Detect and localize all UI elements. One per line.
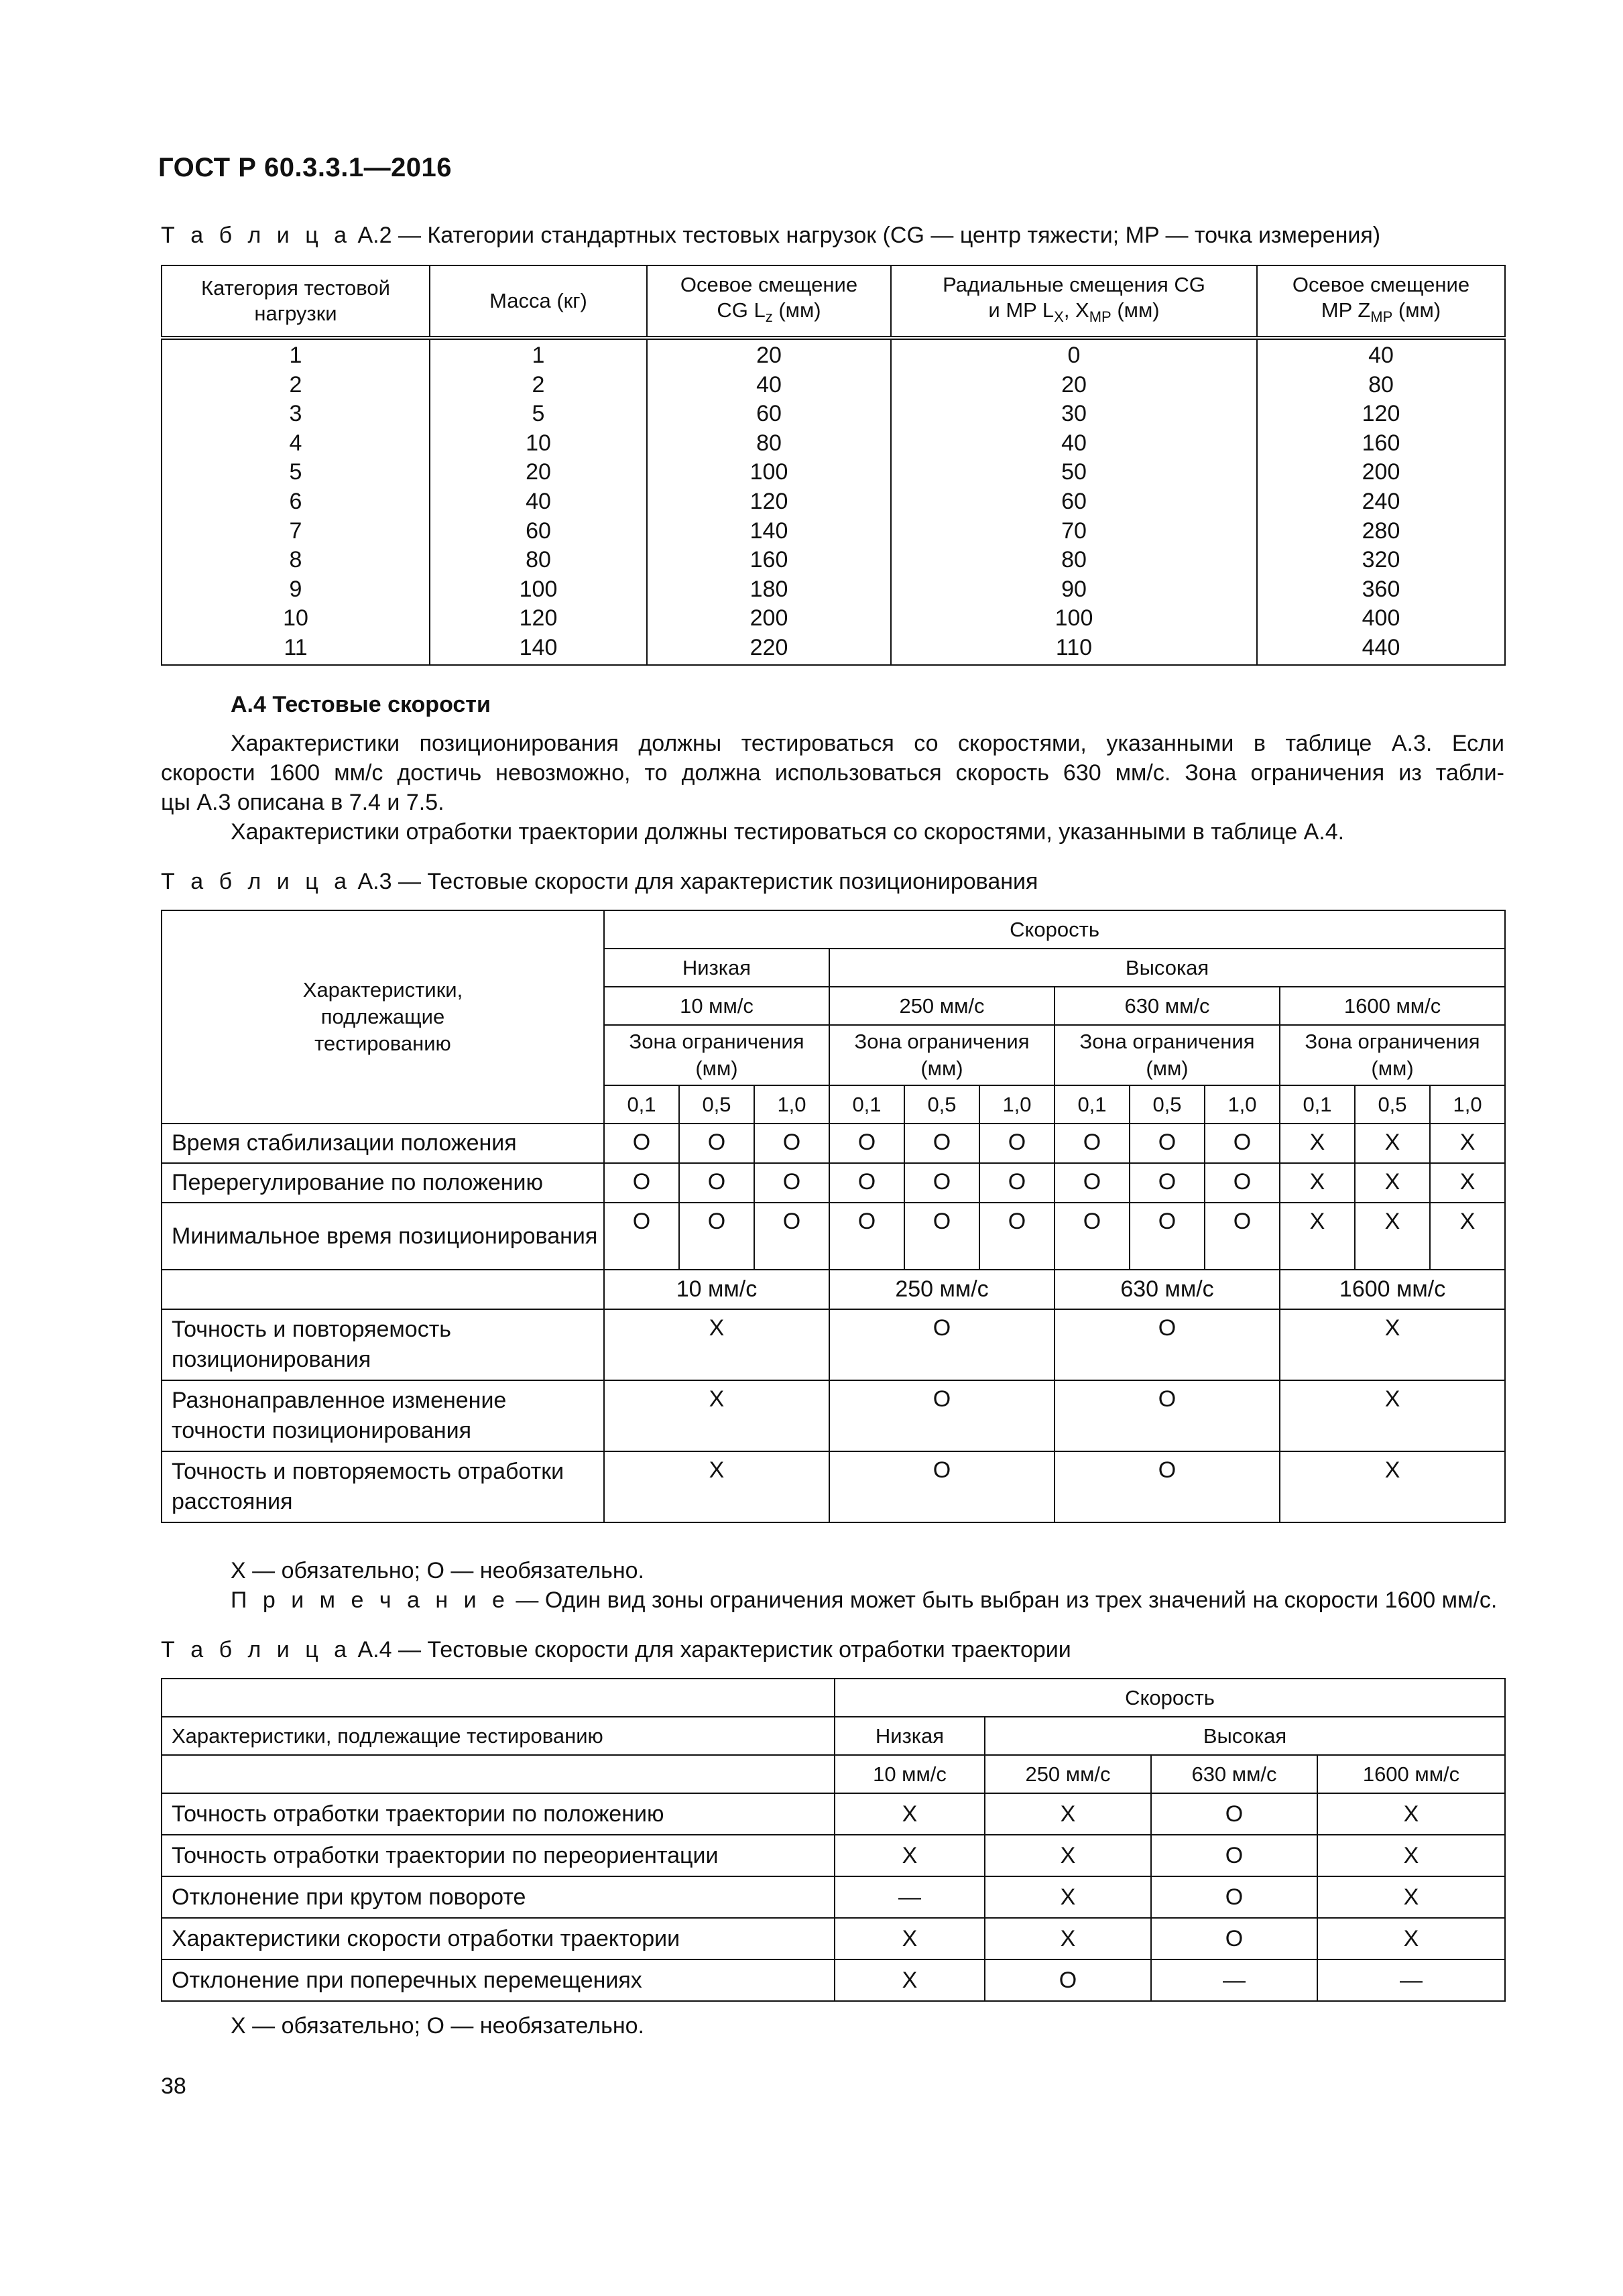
- table-cell: O: [1151, 1793, 1317, 1835]
- subscript: X: [1054, 308, 1064, 326]
- header-text: , X: [1063, 298, 1089, 322]
- table-cell: 40: [526, 488, 551, 514]
- paragraph-line: Характеристики отработки траектории должны тестироваться со скоростями, указанными в таблице А.4.: [231, 819, 1345, 845]
- table-cell: 100: [519, 576, 558, 602]
- table-cell: —: [1317, 1959, 1505, 2001]
- table-cell: X: [835, 1918, 985, 1959]
- zone-value: 0,1: [1280, 1085, 1355, 1124]
- table-cell: O: [1151, 1876, 1317, 1918]
- row-label: Время стабилизации положения: [162, 1124, 604, 1163]
- table-cell: 5: [289, 459, 302, 485]
- table-cell: X: [1280, 1163, 1355, 1203]
- table-cell: 80: [756, 430, 782, 456]
- table-cell: X: [835, 1793, 985, 1835]
- table-cell: X: [985, 1835, 1151, 1876]
- subscript: MP: [1089, 308, 1111, 326]
- table-a2-caption: [161, 223, 1380, 249]
- table-cell: X: [985, 1918, 1151, 1959]
- table-cell: O: [754, 1163, 829, 1203]
- table-cell: 60: [756, 401, 782, 427]
- table-cell: 110: [1055, 634, 1093, 660]
- row-label: Отклонение при поперечных перемещениях: [162, 1959, 835, 2001]
- table-cell: 8: [289, 547, 302, 573]
- table-cell: X: [604, 1451, 829, 1522]
- column-values: [647, 338, 891, 665]
- table-cell: X: [1317, 1876, 1505, 1918]
- table-a4-legend: X — обязательно; O — необязательно.: [231, 2013, 644, 2039]
- caption-text: А.4 — Тестовые скорости для характеристик отработки траектории: [351, 1637, 1071, 1663]
- table-cell: 60: [526, 518, 551, 544]
- table-cell: 0: [1067, 343, 1081, 368]
- table-cell: X: [1430, 1124, 1505, 1163]
- table-cell: 160: [1362, 430, 1400, 456]
- table-row: [162, 1835, 1505, 1876]
- table-a3-body-coarse: [162, 1309, 1505, 1522]
- caption-prefix: Т а б л и ц а: [161, 869, 352, 894]
- table-cell: 5: [532, 401, 545, 427]
- table-cell: 90: [1061, 576, 1087, 602]
- row-label: Точность отработки траектории по положению: [162, 1793, 835, 1835]
- zone-value: 1,0: [754, 1085, 829, 1124]
- speed-header: Скорость: [835, 1679, 1505, 1717]
- table-cell: —: [1151, 1959, 1317, 2001]
- table-row: [162, 1163, 1505, 1203]
- column-values: [1257, 338, 1505, 665]
- table-cell: O: [1151, 1835, 1317, 1876]
- document-header: ГОСТ Р 60.3.3.1—2016: [158, 153, 453, 182]
- table-cell: 2: [532, 371, 545, 398]
- header-text: MP Z: [1321, 298, 1371, 322]
- table-cell: O: [829, 1124, 904, 1163]
- zone-value: 0,1: [604, 1085, 679, 1124]
- table-cell: X: [1355, 1203, 1430, 1270]
- high-speed-header: Высокая: [985, 1717, 1505, 1755]
- table-cell: 40: [1368, 343, 1394, 368]
- zone-value: 1,0: [979, 1085, 1055, 1124]
- table-cell: O: [829, 1451, 1055, 1522]
- table-row: [162, 1876, 1505, 1918]
- table-row: [162, 1309, 1505, 1380]
- table-cell: 6: [289, 488, 302, 514]
- speed-630: 630 мм/с: [1055, 1270, 1280, 1309]
- header-axial-offset-mp: [1257, 265, 1505, 338]
- zone-header: Зона ограничения (мм): [1280, 1025, 1505, 1085]
- table-cell: O: [904, 1203, 979, 1270]
- table-cell: O: [1055, 1451, 1280, 1522]
- table-cell: O: [1205, 1124, 1280, 1163]
- table-cell: O: [604, 1124, 679, 1163]
- table-cell: 7: [289, 518, 302, 544]
- table-cell: O: [679, 1203, 754, 1270]
- table-cell: X: [1280, 1309, 1505, 1380]
- table-cell: X: [1317, 1835, 1505, 1876]
- header-load-category: Категория тестовой нагрузки: [162, 265, 430, 338]
- table-cell: O: [829, 1203, 904, 1270]
- header-text: Осевое смещение: [680, 272, 858, 296]
- table-cell: O: [1055, 1380, 1280, 1451]
- speed-10: 10 мм/с: [604, 1270, 829, 1309]
- table-row: [162, 1793, 1505, 1835]
- speed-header: Скорость: [604, 910, 1505, 949]
- caption-prefix: Т а б л и ц а: [161, 1637, 352, 1663]
- table-cell: 2: [289, 371, 302, 398]
- table-cell: 120: [519, 605, 558, 631]
- header-text: (мм): [772, 298, 821, 322]
- column-values: [430, 338, 647, 665]
- row-label: Отклонение при крутом повороте: [162, 1876, 835, 1918]
- table-cell: X: [835, 1835, 985, 1876]
- table-cell: X: [1430, 1163, 1505, 1203]
- table-row: [162, 1380, 1505, 1451]
- table-cell: 400: [1362, 605, 1400, 631]
- table-cell: O: [754, 1203, 829, 1270]
- table-cell: 320: [1362, 547, 1400, 573]
- table-cell: X: [1280, 1203, 1355, 1270]
- zone-value: 0,1: [829, 1085, 904, 1124]
- table-cell: O: [754, 1124, 829, 1163]
- table-cell: O: [1205, 1203, 1280, 1270]
- table-row: [162, 1959, 1505, 2001]
- table-a3-body-fine: [162, 1124, 1505, 1270]
- characteristics-header: Характеристики, подлежащие тестированию: [162, 1717, 835, 1755]
- speed-630: 630 мм/с: [1151, 1755, 1317, 1793]
- caption-prefix: Т а б л и ц а: [161, 223, 352, 248]
- section-paragraph: [161, 729, 1504, 847]
- table-cell: O: [829, 1309, 1055, 1380]
- table-cell: 180: [749, 576, 788, 602]
- table-cell: 10: [283, 605, 308, 631]
- table-cell: —: [835, 1876, 985, 1918]
- header-text: Осевое смещение: [1292, 272, 1470, 296]
- table-cell: O: [1130, 1124, 1205, 1163]
- speed-10: 10 мм/с: [604, 987, 829, 1025]
- caption-text: А.2 — Категории стандартных тестовых нагрузок (CG — центр тяжести; MP — точка измерения): [351, 223, 1381, 248]
- table-cell: O: [679, 1163, 754, 1203]
- header-radial-offsets: [891, 265, 1257, 338]
- page-number: 38: [161, 2073, 186, 2099]
- table-cell: O: [829, 1163, 904, 1203]
- table-cell: 160: [749, 547, 788, 573]
- table-cell: O: [604, 1163, 679, 1203]
- zone-header: Зона ограничения (мм): [829, 1025, 1055, 1085]
- zone-value: 0,5: [679, 1085, 754, 1124]
- zone-value: 0,5: [1130, 1085, 1205, 1124]
- table-cell: 20: [756, 343, 782, 368]
- table-cell: O: [1055, 1203, 1130, 1270]
- table-cell: X: [985, 1876, 1151, 1918]
- row-label: Характеристики скорости отработки траектории: [162, 1918, 835, 1959]
- table-cell: O: [1055, 1124, 1130, 1163]
- note-text: — Один вид зоны ограничения может быть выбран из трех значений на скорости 1600 мм/с.: [509, 1587, 1498, 1613]
- table-row: [162, 1203, 1505, 1270]
- row-label: Точность отработки траектории по переориентации: [162, 1835, 835, 1876]
- note-prefix: П р и м е ч а н и е: [231, 1587, 509, 1613]
- table-cell: 240: [1362, 488, 1400, 514]
- table-cell: 80: [1061, 547, 1087, 573]
- table-cell: O: [979, 1203, 1055, 1270]
- table-cell: O: [904, 1163, 979, 1203]
- table-cell: 1: [289, 343, 302, 368]
- paragraph-line: Характеристики позиционирования должны тестироваться со скоростями, указанными в таблице А.3. Если: [231, 731, 1504, 756]
- table-cell: O: [604, 1203, 679, 1270]
- header-text: и MP L: [988, 298, 1055, 322]
- speed-250: 250 мм/с: [985, 1755, 1151, 1793]
- table-cell: 50: [1061, 459, 1087, 485]
- speed-250: 250 мм/с: [829, 987, 1055, 1025]
- table-cell: X: [985, 1793, 1151, 1835]
- table-cell: X: [1355, 1124, 1430, 1163]
- characteristics-header: Характеристики, подлежащие тестированию: [162, 910, 604, 1124]
- table-cell: O: [979, 1124, 1055, 1163]
- table-row: [162, 1918, 1505, 1959]
- table-cell: O: [985, 1959, 1151, 2001]
- table-cell: 1: [532, 343, 545, 368]
- caption-text: А.3 — Тестовые скорости для характеристик позиционирования: [351, 869, 1038, 894]
- zone-value: 1,0: [1205, 1085, 1280, 1124]
- table-row: [162, 1451, 1505, 1522]
- table-cell: 140: [519, 634, 558, 660]
- speed-630: 630 мм/с: [1055, 987, 1280, 1025]
- paragraph-line: цы А.3 описана в 7.4 и 7.5.: [161, 790, 444, 815]
- table-cell: O: [1130, 1163, 1205, 1203]
- header-mass: Масса (кг): [430, 265, 647, 338]
- table-cell: X: [1355, 1163, 1430, 1203]
- table-a4-body: [162, 1793, 1505, 2001]
- table-cell: X: [835, 1959, 985, 2001]
- table-cell: X: [1430, 1203, 1505, 1270]
- table-cell: 120: [749, 488, 788, 514]
- table-cell: O: [979, 1163, 1055, 1203]
- table-cell: O: [1151, 1918, 1317, 1959]
- table-cell: 40: [756, 371, 782, 398]
- table-cell: O: [1055, 1163, 1130, 1203]
- zone-header: Зона ограничения (мм): [1055, 1025, 1280, 1085]
- high-speed-header: Высокая: [829, 949, 1505, 987]
- zone-value: 0,5: [1355, 1085, 1430, 1124]
- low-speed-header: Низкая: [835, 1717, 985, 1755]
- table-a2: [161, 265, 1506, 666]
- table-a3-caption: [161, 869, 1038, 895]
- table-a4: [161, 1678, 1506, 2002]
- table-a3-legend: X — обязательно; O — необязательно.: [231, 1558, 644, 1583]
- table-cell: 100: [1055, 605, 1093, 631]
- table-cell: X: [604, 1309, 829, 1380]
- table-cell: X: [1280, 1380, 1505, 1451]
- speed-10: 10 мм/с: [835, 1755, 985, 1793]
- speed-250: 250 мм/с: [829, 1270, 1055, 1309]
- empty-cell: [162, 1755, 835, 1793]
- header-text: CG L: [717, 298, 766, 322]
- zone-header: Зона ограничения (мм): [604, 1025, 829, 1085]
- header-text: Радиальные смещения CG: [943, 272, 1205, 296]
- table-cell: 80: [1368, 371, 1394, 398]
- row-label: Минимальное время позиционирования: [162, 1203, 604, 1270]
- row-label: Разнонаправленное изменение точности позиционирования: [162, 1380, 604, 1451]
- table-cell: 100: [749, 459, 788, 485]
- table-cell: 10: [526, 430, 551, 456]
- subscript: z: [765, 308, 773, 326]
- table-cell: 70: [1061, 518, 1087, 544]
- table-cell: X: [1317, 1793, 1505, 1835]
- paragraph-line: скорости 1600 мм/с достичь невозможно, то должна использоваться скорость 630 мм/с. Зона ограничения из табли-: [161, 760, 1504, 786]
- header-text: (мм): [1111, 298, 1160, 322]
- table-cell: O: [679, 1124, 754, 1163]
- table-cell: 140: [749, 518, 788, 544]
- table-cell: 40: [1061, 430, 1087, 456]
- table-cell: 440: [1362, 634, 1400, 660]
- table-a4-caption: [161, 1637, 1071, 1663]
- table-cell: 60: [1061, 488, 1087, 514]
- row-label: Перерегулирование по положению: [162, 1163, 604, 1203]
- table-a3-note: [231, 1585, 1497, 1615]
- table-cell: 30: [1061, 401, 1087, 427]
- table-cell: 220: [749, 634, 788, 660]
- column-values: [162, 338, 430, 665]
- table-cell: 200: [1362, 459, 1400, 485]
- low-speed-header: Низкая: [604, 949, 829, 987]
- table-cell: 280: [1362, 518, 1400, 544]
- table-cell: O: [1130, 1203, 1205, 1270]
- table-cell: X: [1317, 1918, 1505, 1959]
- table-cell: 200: [749, 605, 788, 631]
- table-cell: O: [904, 1124, 979, 1163]
- table-cell: 120: [1362, 401, 1400, 427]
- speed-1600: 1600 мм/с: [1317, 1755, 1505, 1793]
- zone-value: 0,5: [904, 1085, 979, 1124]
- section-heading: А.4 Тестовые скорости: [231, 692, 491, 717]
- table-cell: 20: [1061, 371, 1087, 398]
- table-cell: O: [1055, 1309, 1280, 1380]
- table-cell: X: [1280, 1124, 1355, 1163]
- table-cell: X: [1280, 1451, 1505, 1522]
- header-text: (мм): [1392, 298, 1441, 322]
- table-cell: 4: [289, 430, 302, 456]
- empty-cell: [162, 1679, 835, 1717]
- empty-cell: [162, 1270, 604, 1309]
- table-cell: X: [604, 1380, 829, 1451]
- table-row: [162, 1124, 1505, 1163]
- row-label: Точность и повторяемость отработки расстояния: [162, 1451, 604, 1522]
- subscript: MP: [1370, 308, 1393, 326]
- zone-value: 0,1: [1055, 1085, 1130, 1124]
- table-cell: 20: [526, 459, 551, 485]
- table-cell: O: [829, 1380, 1055, 1451]
- table-cell: O: [1205, 1163, 1280, 1203]
- header-axial-offset-cg: [647, 265, 891, 338]
- table-cell: 11: [284, 634, 308, 660]
- speed-1600: 1600 мм/с: [1280, 987, 1505, 1025]
- table-cell: 80: [526, 547, 551, 573]
- table-cell: 360: [1362, 576, 1400, 602]
- table-cell: 9: [289, 576, 302, 602]
- table-cell: 3: [289, 401, 302, 427]
- column-values: [891, 338, 1257, 665]
- speed-1600: 1600 мм/с: [1280, 1270, 1505, 1309]
- zone-value: 1,0: [1430, 1085, 1505, 1124]
- table-a3: [161, 910, 1506, 1523]
- row-label: Точность и повторяемость позиционирования: [162, 1309, 604, 1380]
